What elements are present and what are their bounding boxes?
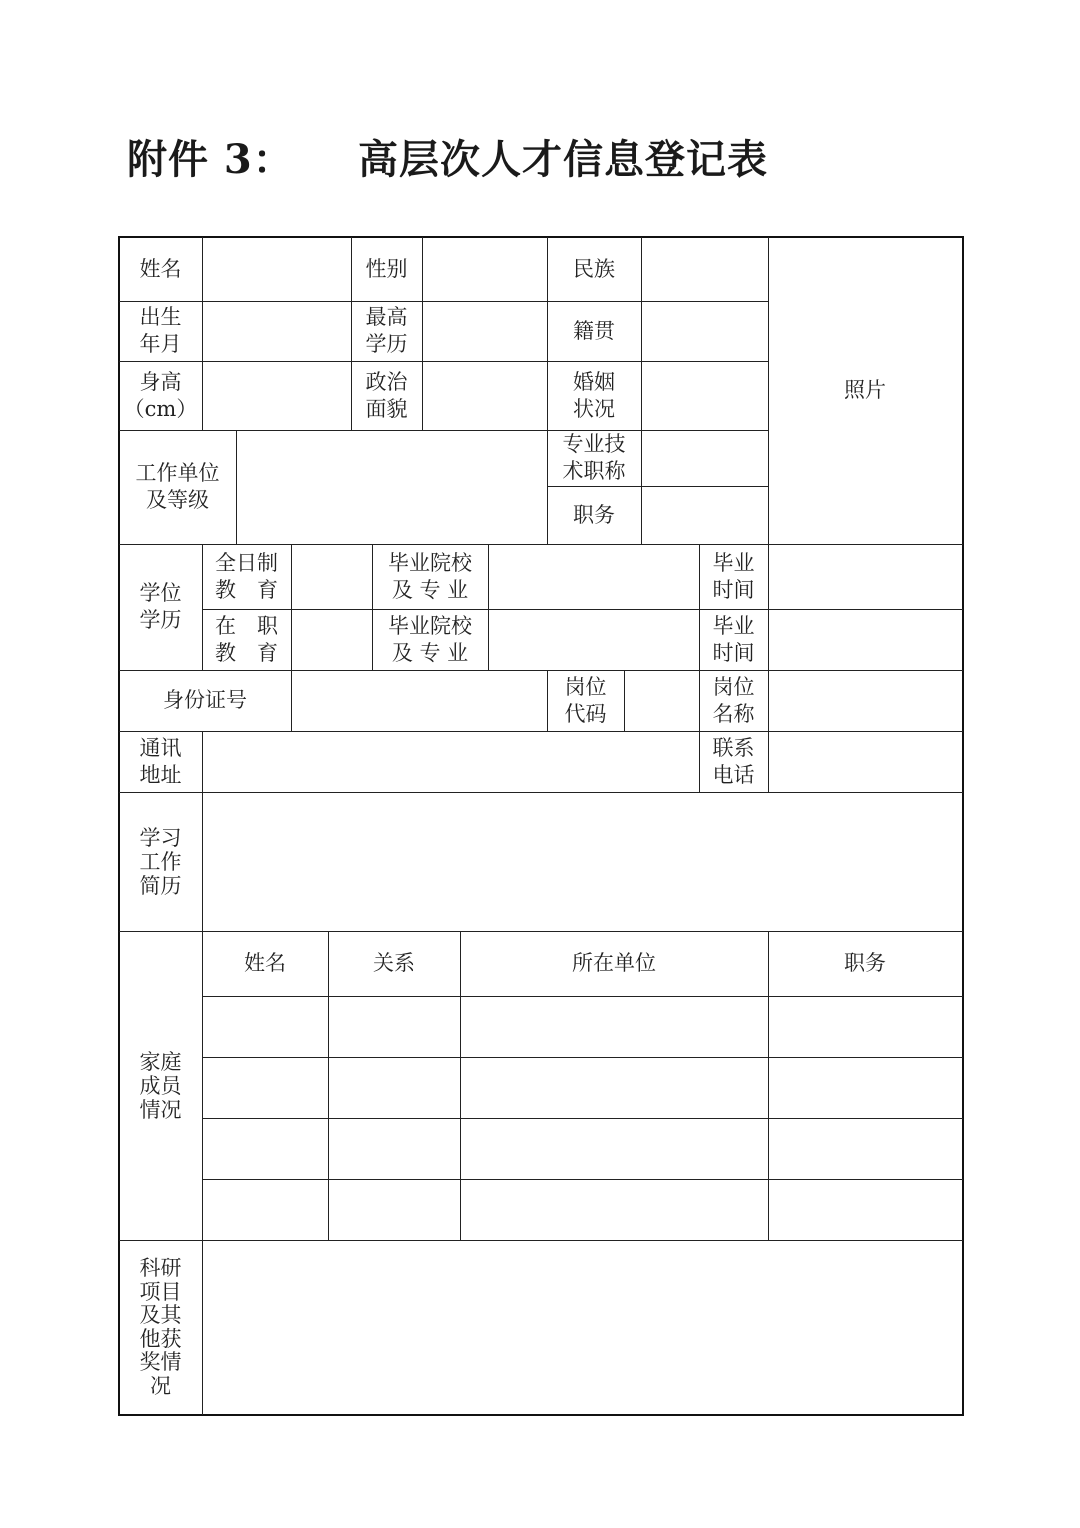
label-family-members: 家庭 成员 情况 bbox=[139, 1049, 182, 1122]
input-resume[interactable] bbox=[203, 793, 962, 931]
family-row[interactable] bbox=[203, 997, 962, 1057]
label-position: 职务 bbox=[573, 502, 615, 527]
input-native-place[interactable] bbox=[642, 302, 768, 361]
input-position[interactable] bbox=[642, 487, 768, 544]
label-address: 通讯 地址 bbox=[139, 735, 182, 787]
label-photo[interactable]: 照片 bbox=[844, 378, 886, 402]
label-height: 身高 （cm） bbox=[123, 369, 198, 421]
input-work-unit[interactable] bbox=[237, 431, 547, 544]
input-marital-status[interactable] bbox=[642, 362, 768, 430]
label-fulltime-education: 全日制 教 育 bbox=[215, 550, 278, 602]
family-header-relation: 关系 bbox=[373, 951, 415, 975]
input-research-awards[interactable] bbox=[203, 1241, 962, 1414]
input-post-name[interactable] bbox=[769, 671, 962, 731]
input-political-status[interactable] bbox=[423, 362, 547, 430]
label-name: 姓名 bbox=[139, 256, 182, 281]
family-header-name: 姓名 bbox=[244, 951, 286, 975]
label-degree: 学位 学历 bbox=[139, 581, 182, 632]
family-row[interactable] bbox=[203, 1058, 962, 1118]
label-post-code: 岗位 代码 bbox=[564, 674, 607, 726]
label-id-number: 身份证号 bbox=[163, 688, 247, 712]
label-post-name: 岗位 名称 bbox=[712, 674, 755, 726]
family-header-unit: 所在单位 bbox=[572, 951, 656, 975]
input-post-code[interactable] bbox=[625, 671, 699, 731]
label-school-major-2: 毕业院校 及 专 业 bbox=[388, 613, 472, 665]
input-school-major-2[interactable] bbox=[489, 610, 699, 670]
input-inservice-education[interactable] bbox=[292, 610, 372, 670]
label-professional-title: 专业技 术职称 bbox=[562, 432, 626, 483]
input-professional-title[interactable] bbox=[642, 431, 768, 486]
input-address[interactable] bbox=[203, 732, 699, 792]
label-graduation-time-2: 毕业 时间 bbox=[712, 613, 755, 665]
page-title: 高层次人才信息登记表 bbox=[358, 136, 768, 183]
label-political-status: 政治 面貌 bbox=[365, 369, 408, 421]
label-research-awards: 科研 项目 及其 他获 奖情 况 bbox=[139, 1256, 182, 1398]
label-marital-status: 婚姻 状况 bbox=[573, 369, 615, 421]
input-gender[interactable] bbox=[423, 238, 547, 301]
input-ethnicity[interactable] bbox=[642, 238, 768, 301]
input-school-major-1[interactable] bbox=[489, 545, 699, 609]
label-inservice-education: 在 职 教 育 bbox=[215, 613, 278, 665]
input-birth[interactable] bbox=[203, 302, 351, 361]
label-graduation-time-1: 毕业 时间 bbox=[712, 550, 755, 602]
label-highest-education: 最高 学历 bbox=[365, 305, 408, 356]
label-work-unit: 工作单位 及等级 bbox=[135, 461, 220, 512]
family-row[interactable] bbox=[203, 1119, 962, 1179]
input-height[interactable] bbox=[203, 362, 351, 430]
attachment-label: 附件 3： bbox=[127, 136, 294, 183]
input-graduation-time-1[interactable] bbox=[769, 545, 962, 609]
input-fulltime-education[interactable] bbox=[292, 545, 372, 609]
label-school-major-1: 毕业院校 及 专 业 bbox=[388, 550, 472, 602]
family-header-position: 职务 bbox=[844, 951, 886, 975]
label-phone: 联系 电话 bbox=[712, 735, 755, 787]
input-phone[interactable] bbox=[769, 732, 962, 792]
label-resume: 学习 工作 简历 bbox=[139, 825, 182, 898]
input-graduation-time-2[interactable] bbox=[769, 610, 962, 670]
family-row[interactable] bbox=[203, 1180, 962, 1240]
input-id-number[interactable] bbox=[292, 671, 547, 731]
label-gender: 性别 bbox=[365, 256, 408, 281]
label-birth: 出生 年月 bbox=[139, 305, 182, 356]
label-ethnicity: 民族 bbox=[573, 256, 615, 281]
input-name[interactable] bbox=[203, 238, 351, 301]
label-native-place: 籍贯 bbox=[573, 318, 615, 343]
input-highest-education[interactable] bbox=[423, 302, 547, 361]
